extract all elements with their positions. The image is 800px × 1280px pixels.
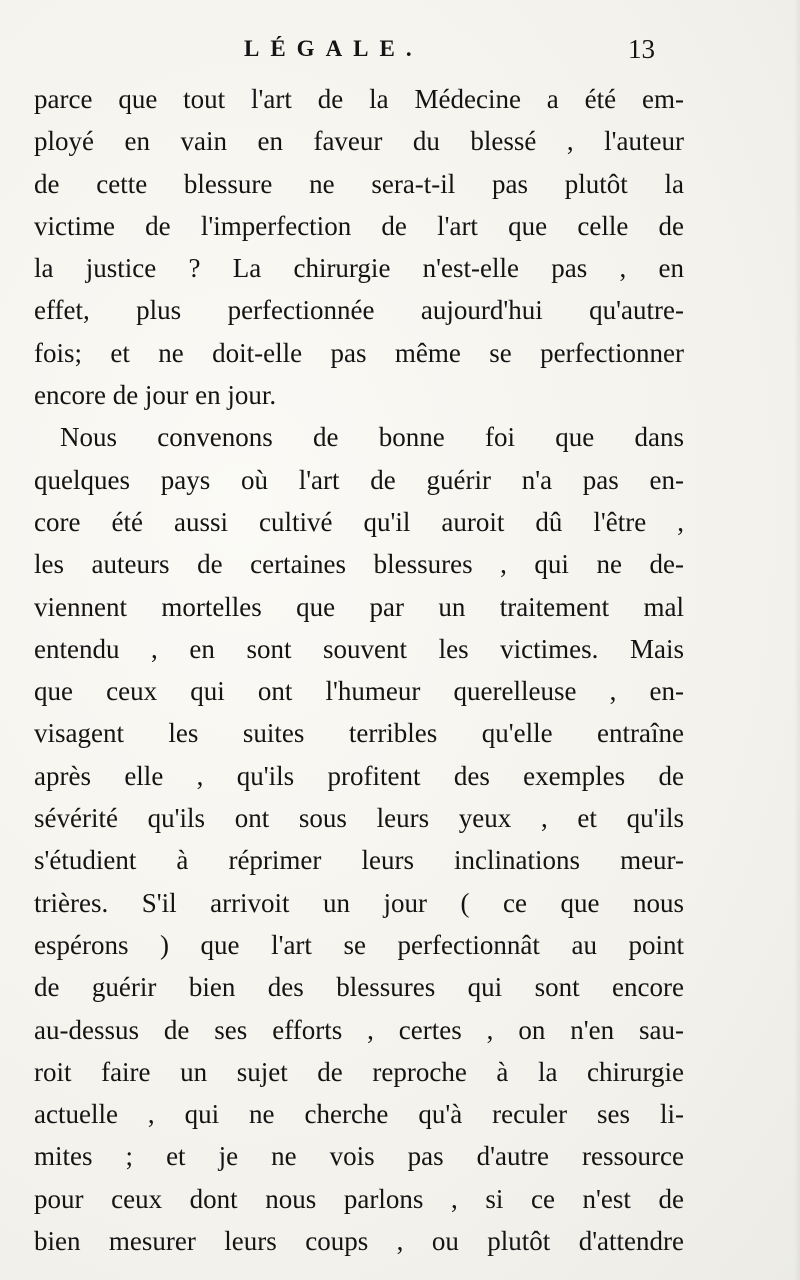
text-line: visagent les suites terribles qu'elle entraîne [34, 718, 684, 749]
text-line: s'étudient à réprimer leurs inclinations meur- [34, 845, 684, 876]
text-line: viennent mortelles que par un traitement mal [34, 591, 684, 622]
text-line: parce que tout l'art de la Médecine a été em- [34, 84, 684, 114]
text-line: de cette blessure ne sera-t-il pas plutôt la [34, 168, 684, 199]
running-header [0, 34, 800, 74]
text-line: sévérité qu'ils ont sous leurs yeux , et qu'ils [34, 803, 684, 834]
text-line: la justice ? La chirurgie n'est-elle pas , en [34, 253, 684, 284]
text-line: ployé en vain en faveur du blessé , l'auteur [34, 126, 684, 157]
text-line: encore de jour en jour. [34, 380, 277, 411]
text-line: entendu , en sont souvent les victimes. Mais [34, 633, 684, 664]
text-line: les auteurs de certaines blessures , qui ne de- [34, 549, 684, 580]
text-line: espérons ) que l'art se perfectionnât au point [34, 929, 684, 960]
text-line: de guérir bien des blessures qui sont encore [34, 972, 684, 1003]
text-line: effet, plus perfectionnée aujourd'hui qu'autre- [34, 295, 684, 326]
text-line: actuelle , qui ne cherche qu'à reculer ses li- [34, 1099, 684, 1130]
paragraph-1 [34, 78, 684, 416]
body-text [34, 78, 684, 1262]
text-line: que ceux qui ont l'humeur querelleuse , en- [34, 676, 684, 707]
text-line: après elle , qu'ils profitent des exemples de [34, 760, 684, 791]
text-line: mites ; et je ne vois pas d'autre ressource [34, 1141, 684, 1172]
text-line: au-dessus de ses efforts , certes , on n'en sau- [34, 1014, 684, 1045]
running-title: LÉGALE. [244, 36, 423, 61]
text-line: quelques pays où l'art de guérir n'a pas en- [34, 464, 684, 495]
text-line: victime de l'imperfection de l'art que celle de [34, 210, 684, 241]
text-line: trières. S'il arrivoit un jour ( ce que nous [34, 887, 684, 918]
text-line: bien mesurer leurs coups , ou plutôt d'attendre [34, 1226, 684, 1257]
text-line: pour ceux dont nous parlons , si ce n'est de [34, 1183, 684, 1214]
page-edge [794, 0, 800, 1280]
text-line: Nous convenons de bonne foi que dans [60, 422, 684, 453]
text-line: core été aussi cultivé qu'il auroit dû l'être , [34, 506, 684, 537]
text-line: roit faire un sujet de reproche à la chirurgie [34, 1056, 684, 1087]
page-number: 13 [628, 34, 655, 64]
paragraph-2 [34, 416, 684, 1262]
text-line: fois; et ne doit-elle pas même se perfectionner [34, 337, 684, 368]
